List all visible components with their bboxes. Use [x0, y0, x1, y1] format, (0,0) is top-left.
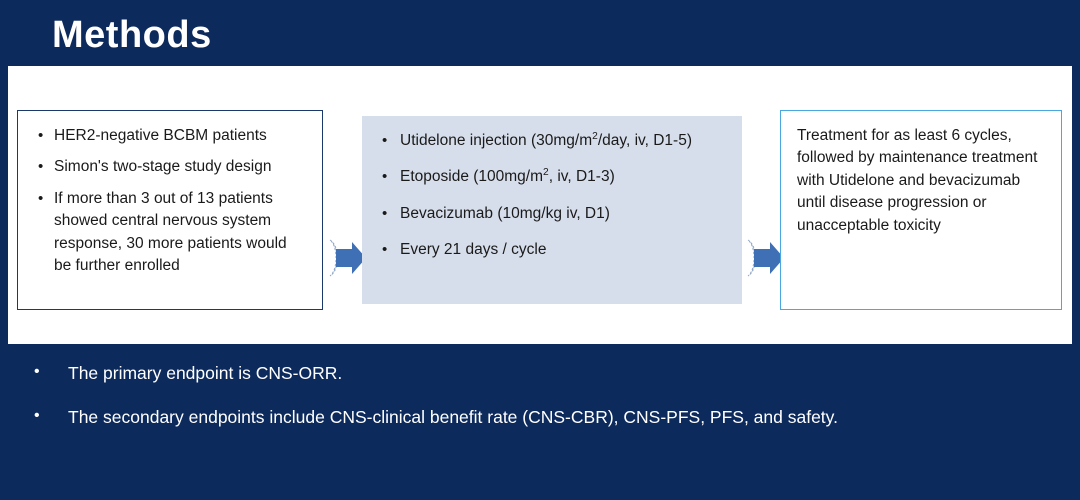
list-item: • Simon's two-stage study design — [34, 156, 306, 178]
list-item: • Utidelone injection ($30mg/m^2$/day, iv, D1-5) — [378, 130, 726, 152]
list-item: • If more than 3 out of 13 patients showed central nervous system response, 30 more patients would be further enrolled — [34, 188, 306, 278]
flow-box-regimen — [362, 116, 742, 304]
bullet-icon: • — [34, 407, 40, 425]
page-title: Methods — [52, 14, 212, 56]
list-item: • Etoposide ($100mg/m^2$, iv, D1-3) — [378, 166, 726, 188]
flow-diagram — [8, 66, 1072, 344]
list-item: • Every 21 days / cycle — [378, 239, 726, 261]
list-item: • Bevacizumab (10mg/kg iv, D1) — [378, 203, 726, 225]
eligibility-list — [34, 125, 306, 278]
endpoint-secondary — [0, 404, 1080, 430]
regimen-list — [378, 130, 726, 262]
flow-box-maintenance — [780, 110, 1062, 310]
flow-box-eligibility — [17, 110, 323, 310]
endpoint-primary — [0, 360, 1080, 386]
maintenance-text: Treatment for as least 6 cycles, followed by maintenance treatment with Utidelone and bevacizumab until disease progression or unacceptable toxicity — [797, 127, 1038, 234]
endpoint-secondary-text: The secondary endpoints include CNS-clinical benefit rate (CNS-CBR), CNS-PFS, PFS, and safety. — [68, 407, 838, 428]
content-panel — [8, 66, 1072, 344]
endpoint-primary-text: The primary endpoint is CNS-ORR. — [68, 363, 343, 383]
list-item: • HER2-negative BCBM patients — [34, 125, 306, 147]
endpoints-section — [0, 360, 1080, 449]
bullet-icon: • — [34, 363, 40, 380]
